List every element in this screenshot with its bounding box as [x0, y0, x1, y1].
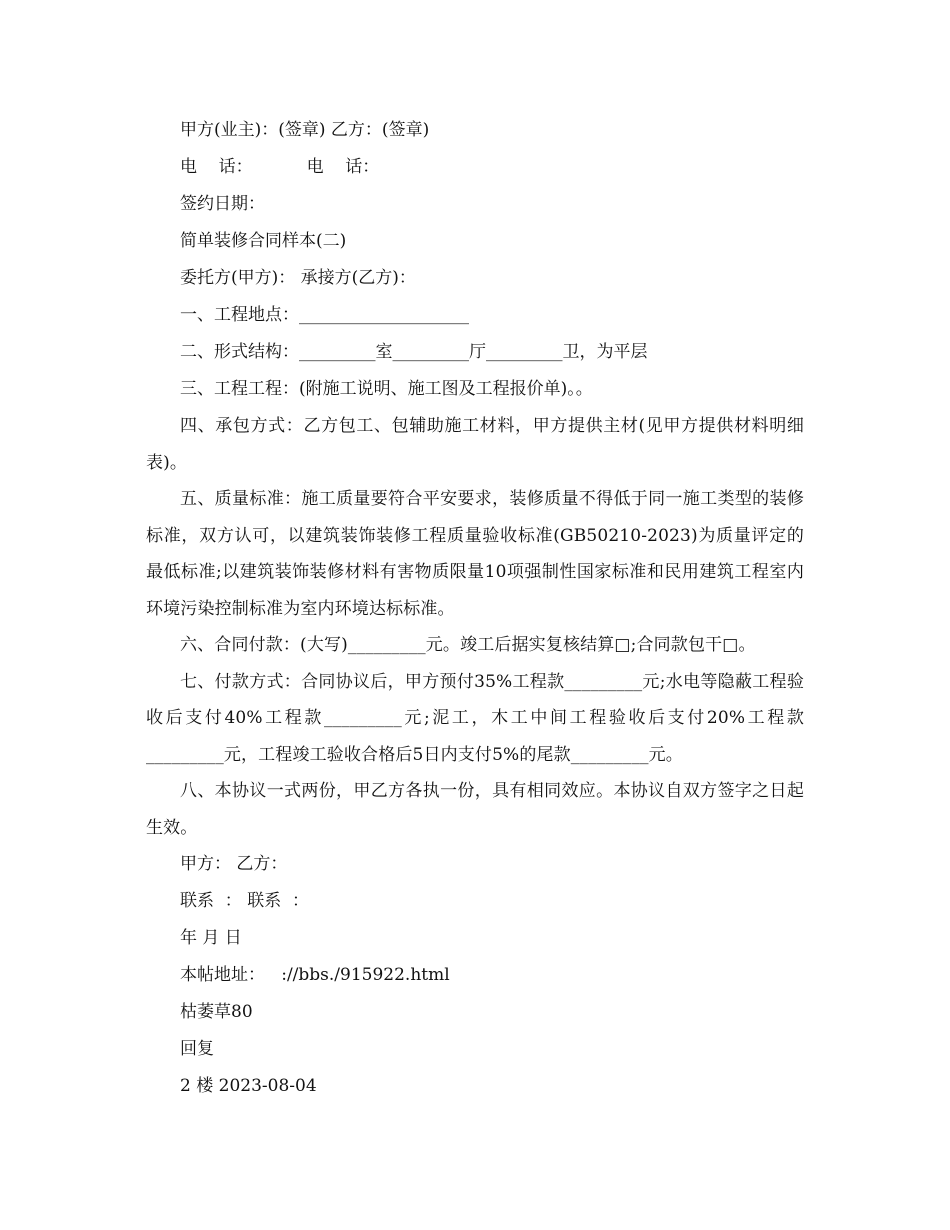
- signature-line-parties: 甲方(业主)：(签章) 乙方：(签章): [180, 120, 430, 140]
- reply-label: 回复: [180, 1039, 214, 1059]
- clause-quality-standard: 五、质量标准：施工质量要符合平安要求，装修质量不得低于同一施工类型的装修标准，双方认可，以建筑装饰装修工程质量验收标准(GB50210-2023)为质量评定的最低标准;以建筑装饰装修材料有害物质限量10项强制性国家标准和民用建筑工程室内环境污染控制标准为室内环境达标标准。: [146, 489, 804, 619]
- clause-contract-method: 四、承包方式：乙方包工、包辅助施工材料，甲方提供主材(见甲方提供材料明细表)。: [146, 416, 804, 473]
- sign-date-line: 签约日期：: [180, 194, 265, 214]
- clause-project: 三、工程工程：(附施工说明、施工图及工程报价单)。。: [180, 379, 593, 399]
- clause-structure: 二、形式结构：_________室_________厅_________卫，为平层: [180, 342, 648, 362]
- clause-contract-payment: 六、合同付款：(大写)_________元。竣工后据实复核结算□;合同款包干□。: [180, 635, 756, 655]
- parties-line: 委托方(甲方)： 承接方(乙方)：: [180, 268, 416, 288]
- floor-date: 2 楼 2023-08-04: [180, 1076, 317, 1096]
- post-username: 枯萎草80: [180, 1002, 253, 1022]
- contract-title: 简单装修合同样本(二): [180, 231, 347, 251]
- contact-line: 联系 ： 联系 ：: [180, 891, 310, 911]
- post-url: 本帖地址： ://bbs./915922.html: [180, 965, 450, 985]
- clause-copies: 八、本协议一式两份，甲乙方各执一份，具有相同效应。本协议自双方签字之日起生效。: [146, 781, 804, 838]
- clause-payment-method: 七、付款方式：合同协议后，甲方预付35%工程款_________元;水电等隐蔽工程验收后支付40%工程款_________元;泥工，木工中间工程验收后支付20%工程款_________元，工程竣工验收合格后5日内支付5%的尾款_________元。: [146, 671, 804, 765]
- phone-line: 电 话： 电 话：: [180, 157, 380, 177]
- clause-project-location: 一、工程地点：____________________: [180, 305, 469, 325]
- date-line: 年 月 日: [180, 928, 242, 948]
- signature-line-2: 甲方： 乙方：: [180, 854, 288, 874]
